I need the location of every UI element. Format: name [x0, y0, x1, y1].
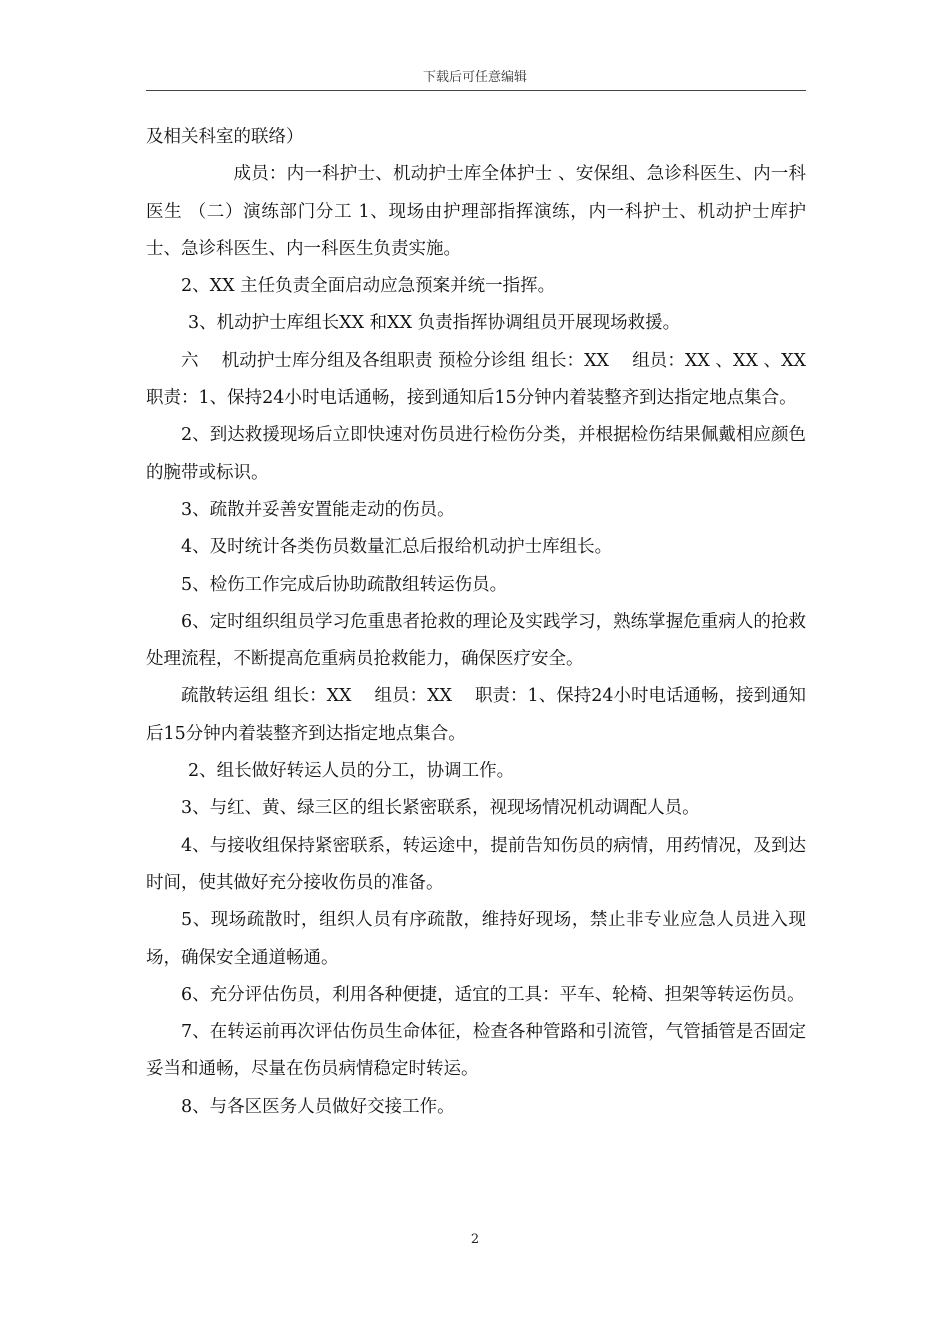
paragraph: 7、在转运前再次评估伤员生命体征，检查各种管路和引流管，气管插管是否固定妥当和通畅，尽量在伤员病情稳定时转运。 — [146, 1022, 806, 1080]
header-divider — [146, 90, 806, 91]
paragraph: 2、组长做好转运人员的分工，协调工作。 — [188, 761, 515, 782]
paragraph: 3、机动护士库组长XX 和XX 负责指挥协调组员开展现场救援。 — [188, 313, 681, 334]
paragraph: 3、疏散并妥善安置能走动的伤员。 — [181, 499, 455, 520]
paragraph: 4、与接收组保持紧密联系，转运途中，提前告知伤员的病情，用药情况，及到达时间，使其做好充分接收伤员的准备。 — [146, 835, 806, 893]
paragraph: 8、与各区医务人员做好交接工作。 — [181, 1096, 455, 1117]
paragraph: 及相关科室的联络） — [146, 127, 304, 147]
paragraph: 六 机动护士库分组及各组职责 预检分诊组 组长：XX 组员：XX 、XX 、XX 职责：1、保持24小时电话通畅，接到通知后15分钟内着装整齐到达指定地点集合。 — [146, 350, 824, 409]
paragraph: 6、充分评估伤员，利用各种便捷，适宜的工具：平车、轮椅、担架等转运伤员。 — [181, 984, 805, 1005]
paragraph: 5、检伤工作完成后协助疏散组转运伤员。 — [181, 574, 508, 595]
page-header: 下载后可任意编辑 — [422, 70, 527, 85]
document-body — [146, 119, 824, 1126]
paragraph: 3、与红、黄、绿三区的组长紧密联系，视现场情况机动调配人员。 — [181, 798, 700, 819]
paragraph: 4、及时统计各类伤员数量汇总后报给机动护士库组长。 — [181, 537, 613, 558]
paragraph: 2、XX 主任负责全面启动应急预案并统一指挥。 — [181, 276, 556, 297]
paragraph: 6、定时组织组员学习危重患者抢救的理论及实践学习，熟练掌握危重病人的抢救处理流程，不断提高危重病员抢救能力，确保医疗安全。 — [146, 611, 806, 670]
paragraph: 5、现场疏散时，组织人员有序疏散，维持好现场，禁止非专业应急人员进入现场，确保安全通道畅通。 — [146, 910, 806, 968]
page-number: 2 — [470, 1232, 480, 1247]
paragraph: 2、到达救援现场后立即快速对伤员进行检伤分类，并根据检伤结果佩戴相应颜色的腕带或标识。 — [146, 425, 806, 483]
paragraph: 成员：内一科护士、机动护士库全体护士 、安保组、急诊科医生、内一科医生 （二）演练部门分工 1、现场由护理部指挥演练，内一科护士、机动护士库护士、急诊科医生、内一科医生负责实施。 — [146, 164, 806, 259]
paragraph: 疏散转运组 组长：XX 组员：XX 职责：1、保持24小时电话通畅，接到通知后15分钟内着装整齐到达指定地点集合。 — [146, 686, 806, 744]
